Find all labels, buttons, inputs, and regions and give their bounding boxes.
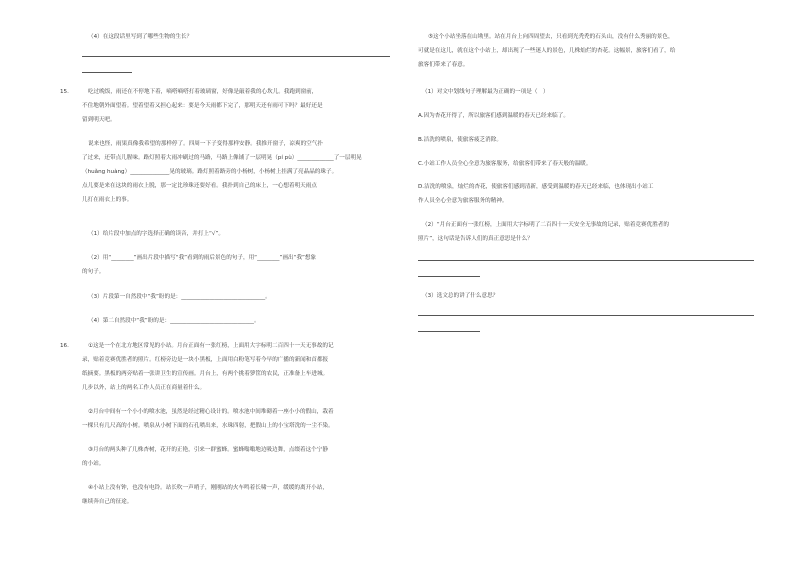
- q15-text-line: 吃过晚饭，雨还在不停地下着，嘀嗒嘀嗒打着玻璃窗，好像是敲着我的心坎儿。我跑到窗前，: [88, 89, 318, 95]
- q15-text-line: 儿打在雨衣上的事。: [82, 197, 133, 203]
- q15-subquestion-2: （2）用“________”画出片段中描写“我”看到的雨后景色的句子，用“________”画出“我”想象: [88, 255, 317, 261]
- q15-text-line: 说来也怪，雨果真像我希望的那样停了。四周一下子变得那样安静。我推开窗子，凉爽的空气扑: [88, 141, 323, 147]
- q15-subquestion-1: （1）给片段中加点的字选择正确的读音，并打上“√”。: [88, 231, 224, 237]
- option-c: C.小站工作人员全心全意为旅客服务，给旅客们带来了春天般的温暖。: [418, 161, 592, 167]
- q15-text-line: 留到明天吧。: [82, 117, 116, 123]
- q15-subquestion-4: （4）第二自然段中“我”盼的是：______________________________。: [88, 318, 260, 324]
- option-d: D.洁洗的喷泉，灿烂的杏花，使旅客们感到清新，感受到温暖的春天已经来临，也体现出小站工: [418, 184, 654, 190]
- question-16-number: 16.: [60, 343, 69, 349]
- q15-subquestion-3: （3）片段第一自然段中“我”盼的是：______________________________。: [88, 294, 271, 300]
- q16-subquestion-1: （1）对文中划线句子理解最为正确的一项是（ ）: [422, 89, 549, 95]
- q16-text-line: 继续奔自己的征途。: [82, 499, 133, 505]
- answer-line: [82, 56, 390, 57]
- q16-text-line: 一棵只有几尺高的小树。喷泉从小树下面的石孔喷出来，水珠四射，把假山上的小宝塔洗的一尘不染。: [82, 423, 334, 429]
- question-15-number: 15.: [60, 89, 69, 95]
- q16-text-line: ④小站上没有钟，也没有电铃。站长吹一声哨子，刚刚站的火车鸣着长啸一声，缓缓的离开小站，: [88, 485, 328, 491]
- q16-subquestion-2: （2）“月台正面有一张红榜，上面用大字标明了二百四十一天安全无事故的记录，贴着竞赛优胜者的: [422, 222, 669, 228]
- answer-line: [418, 331, 480, 332]
- q16-subquestion-3: （3）选文总的讲了什么意思？: [422, 293, 499, 299]
- q15-text-line: 不住地朝外面望着。望着望着又担心起来：要是今天雨都下完了，那明天还有雨可下吗？最好还是: [82, 103, 323, 109]
- answer-line: [418, 315, 754, 316]
- q15-subquestion-2-cont: 的句子。: [82, 269, 105, 275]
- answer-line: [418, 276, 480, 277]
- option-a: A.因为杏花开得了，所以旅客们感到温暖的春天已经来临了。: [418, 113, 569, 119]
- q16-text-line: 录，贴着竞赛优胜者的照片。红榜旁边是一块小黑板，上面用白粉笔写着今早的广播的新闻和首都报: [82, 357, 329, 363]
- q16-subquestion-2-cont: 照片”，这句话是告诉人们的真正意思是什么？: [418, 236, 533, 242]
- q16-text-line: 可就是在这儿，就在这个小站上，却出现了一些迷人的景色，几株灿烂的杏花。这幅景，旅客们看了，给: [418, 48, 676, 54]
- q16-text-line: 纸摘要。黑板的两旁贴着一张讲卫生的宣传画。月台上，有两个挑着箩筐的农民，正准备上车进城。: [82, 371, 329, 377]
- option-b: B.洁洗的喷泉，使旅客疲乏消除。: [418, 137, 502, 143]
- q16-text-line: ②月台中间有一个小小的喷水池，虽然是经过精心设计的。喷水池中间堆砌着一座小小的假山，栽着: [88, 409, 334, 415]
- q16-text-line: 的小站。: [82, 461, 105, 467]
- q15-text-line: 了过来，还带点儿腥味。路灯照着大雨冲刷过的马路，马路上像铺了一层明晃（pí pù）_____________了一层明晃: [82, 155, 362, 161]
- q16-text-line: ③月台的两头种了几株杏树，花开的正艳，引来一群蜜蜂。蜜蜂嗡嗡地边吸边舞，点缀着这个宁静: [88, 447, 328, 453]
- q16-text-line: 旅客们带来了春意。: [418, 62, 469, 68]
- answer-line: [418, 260, 754, 261]
- answer-line: [82, 72, 132, 73]
- q16-text-line: ⑤这个小站坐落在山坳里。站在月台上向四周望去，只看到光秃秃的石头山，没有什么秀丽的景色，: [428, 34, 674, 40]
- q15-text-line: （huǎng huàng）______________晃的玻璃。路灯照着路旁的小杨树，小杨树上挂满了亮晶晶的珠子。: [82, 169, 338, 175]
- q15-text-line: 点儿要是来在这块的雨衣上脱，那一定比珍珠还要好看。我扑到自己的床上，一心想着明天雨点: [82, 183, 317, 189]
- question-4-prompt: （4）在这段话里写到了哪些生物的生长？: [88, 34, 193, 40]
- q16-text-line: ①这是一个在北方地区常见的小站。月台正面有一张红榜，上面用大字标明二百四十一天无事故的记: [88, 343, 334, 349]
- q16-text-line: 几步以外，站上的两名工作人员正在商量着什么。: [82, 385, 206, 391]
- option-d-cont: 作人员全心全意为旅客服务的精神。: [418, 198, 508, 204]
